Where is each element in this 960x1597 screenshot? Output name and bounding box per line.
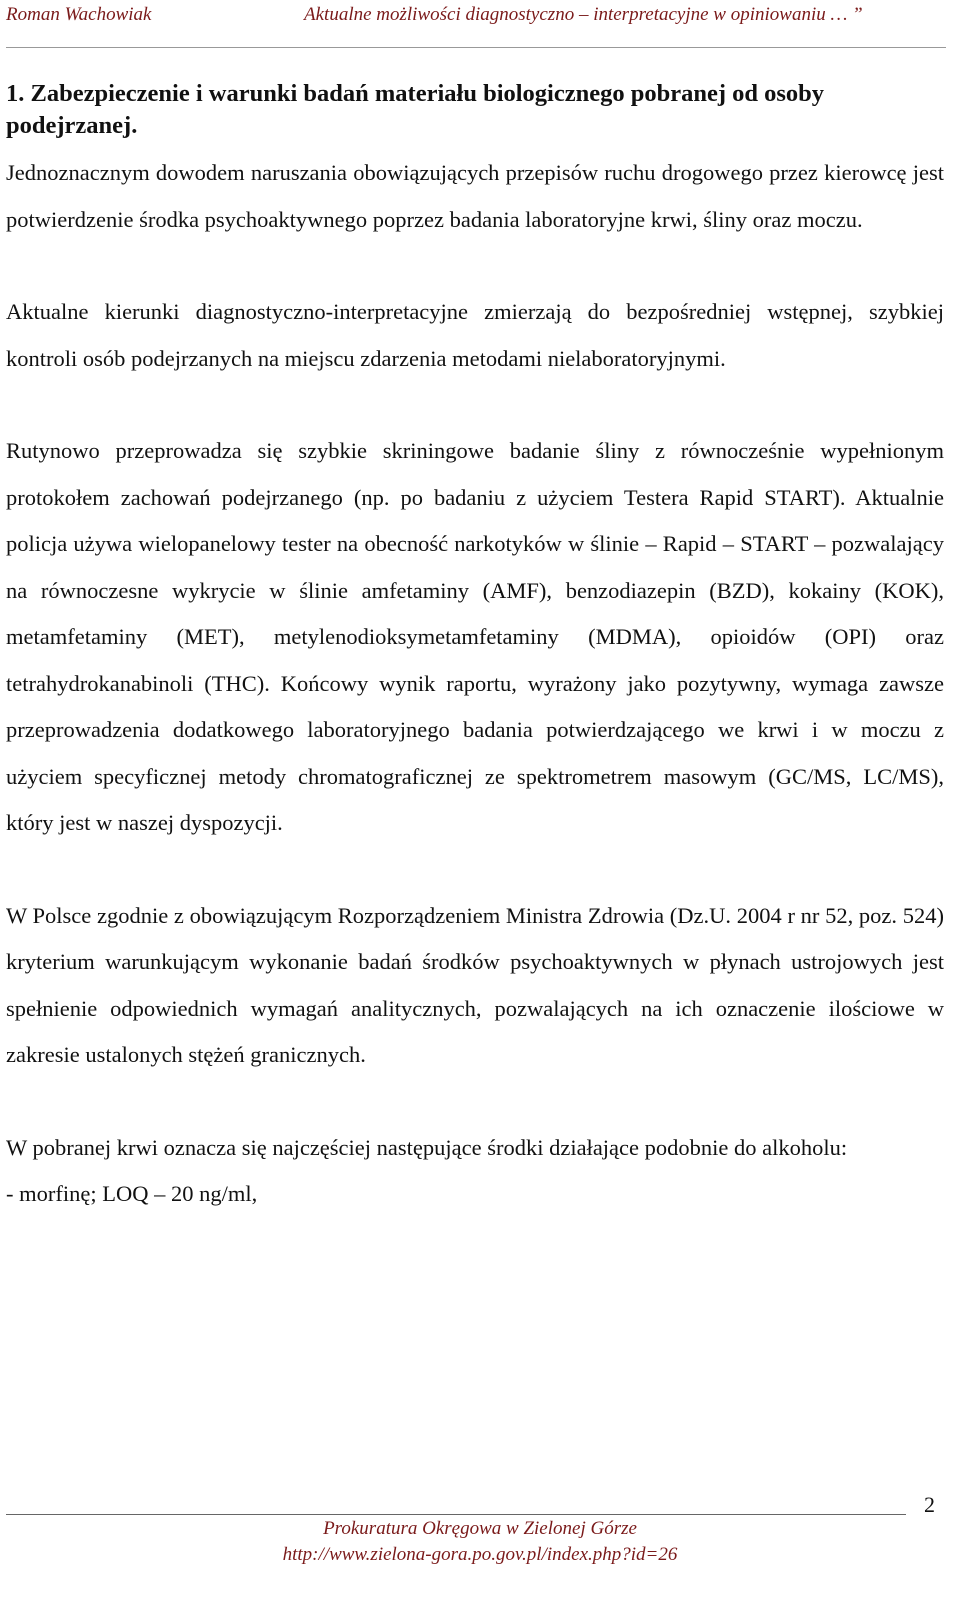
paragraph-evidence: Jednoznacznym dowodem naruszania obowiązujących przepisów ruchu drogowego przez kierowcę jest potwierdzenie środka psychoaktywnego poprzez badania laboratoryjne krwi, śliny oraz moczu. bbox=[6, 160, 944, 232]
paragraph-blood-substances: W pobranej krwi oznacza się najczęściej następujące środki działające podobnie do alkoholu: bbox=[6, 1134, 848, 1160]
paragraph-diagnostic-directions: Aktualne kierunki diagnostyczno-interpretacyjne zmierzają do bezpośredniej wstępnej, szybkiej kontroli osób podejrzanych na miejscu zdarzenia metodami nielaboratoryjnymi. bbox=[6, 299, 944, 371]
page-number: 2 bbox=[924, 1492, 935, 1517]
footer-divider bbox=[6, 1514, 906, 1515]
page-header bbox=[6, 4, 946, 34]
footer-url[interactable]: http://www.zielona-gora.po.gov.pl/index.php?id=26 bbox=[282, 1544, 678, 1565]
paragraph-regulation: W Polsce zgodnie z obowiązującym Rozporządzeniem Ministra Zdrowia (Dz.U. 2004 r nr 52, poz. 524) kryterium warunkującym wykonanie badań środków psychoaktywnych w płynach ustrojowych jest spełnienie odpowiednich wymagań analitycznych, pozwalających na ich oznaczenie ilościowe w zakresie ustalonych stężeń granicznych. bbox=[6, 902, 944, 1067]
header-title: Aktualne możliwości diagnostyczno – interpretacyjne w opiniowaniu … ” bbox=[304, 4, 863, 25]
header-divider bbox=[6, 47, 946, 48]
list-item: - morfinę; LOQ – 20 ng/ml, bbox=[6, 1181, 258, 1206]
header-author: Roman Wachowiak bbox=[6, 4, 152, 25]
paragraph-saliva-screening: Rutynowo przeprowadza się szybkie skriningowe badanie śliny z równocześnie wypełnionym protokołem zachowań podejrzanego (np. po badaniu z użyciem Testera Rapid START). Aktualnie policja używa wielopanelowy tester na obecność narkotyków w ślinie – Rapid – START – pozwalający na równoczesne wykrycie w ślinie amfetaminy (AMF), benzodiazepin (BZD), kokainy (KOK), metamfetaminy (MET), metylenodioksymetamfetaminy (MDMA), opioidów (OPI) oraz tetrahydrokanabinoli (THC). Końcowy wynik raportu, wyrażony jako pozytywny, wymaga zawsze przeprowadzenia dodatkowego laboratoryjnego badania potwierdzającego we krwi i w moczu z użyciem specyficznej metody chromatograficznej ze spektrometrem masowym (GC/MS, LC/MS), który jest w naszej dyspozycji. bbox=[6, 438, 944, 835]
page-footer bbox=[0, 1516, 960, 1568]
section-heading: 1. Zabezpieczenie i warunki badań materiału biologicznego pobranej od osoby podejrzanej. bbox=[6, 80, 825, 139]
document-body bbox=[6, 78, 944, 1218]
footer-organization: Prokuratura Okręgowa w Zielonej Górze bbox=[323, 1518, 637, 1539]
